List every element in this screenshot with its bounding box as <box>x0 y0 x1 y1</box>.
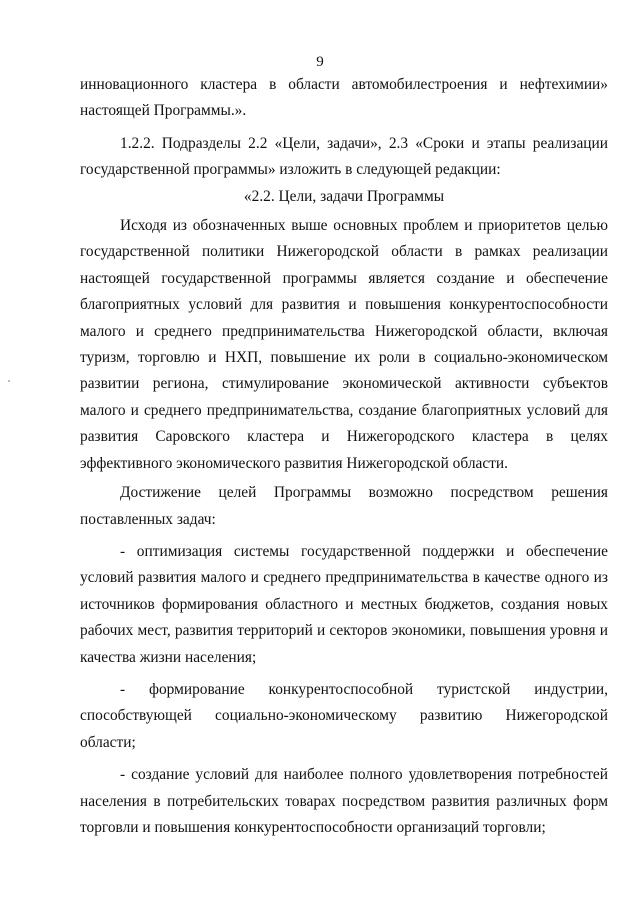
paragraph-amendment: 1.2.2. Подразделы 2.2 «Цели, задачи», 2.3 «Сроки и этапы реализации государственной программы» изложить в следующей редакции: <box>80 134 608 179</box>
paragraph-tasks-intro: Достижение целей Программы возможно посредством решения поставленных задач: <box>80 484 608 528</box>
section-heading: «2.2. Цели, задачи Программы <box>243 187 445 205</box>
paragraph-goal: Исходя из обозначенных выше основных проблем и приоритетов целью государственной политики Нижегородской области в рамках реализации настоящей государственной программы является создание и обеспечение благоприятных условий для развития и повышения конкурентоспособности малого и среднего предпринимательства Нижегородской области, включая туризм, торговлю и НХП, повышение их роли в социально-экономическом развитии региона, стимулирование экономической активности субъектов малого и среднего предпринимательства, создание благоприятных условий для развития Саровского кластера и Нижегородского кластера в целях эффективного экономического развития Нижегородской области. <box>80 217 608 472</box>
scan-speck <box>8 380 10 382</box>
page-number: 9 <box>316 54 324 70</box>
document-body <box>80 72 608 841</box>
list-item-task-1: - оптимизация системы государственной поддержки и обеспечение условий развития малого и среднего предпринимательства в качестве одного из источников формирования областного и местных бюджетов, создания новых рабочих мест, развития территорий и секторов экономики, повышения уровня и качества жизни населения; <box>80 542 608 666</box>
list-item-task-3: - создание условий для наиболее полного удовлетворения потребностей населения в потребительских товарах посредством развития различных форм торговли и повышения конкурентоспособности организаций торговли; <box>80 766 608 836</box>
list-item-task-2: - формирование конкурентоспособной туристской индустрии, способствующей социально-экономическому развитию Нижегородской области; <box>80 680 608 751</box>
paragraph-cluster-continuation: инновационного кластера в области автомобилестроения и нефтехимии» настоящей Программы.». <box>80 76 608 120</box>
